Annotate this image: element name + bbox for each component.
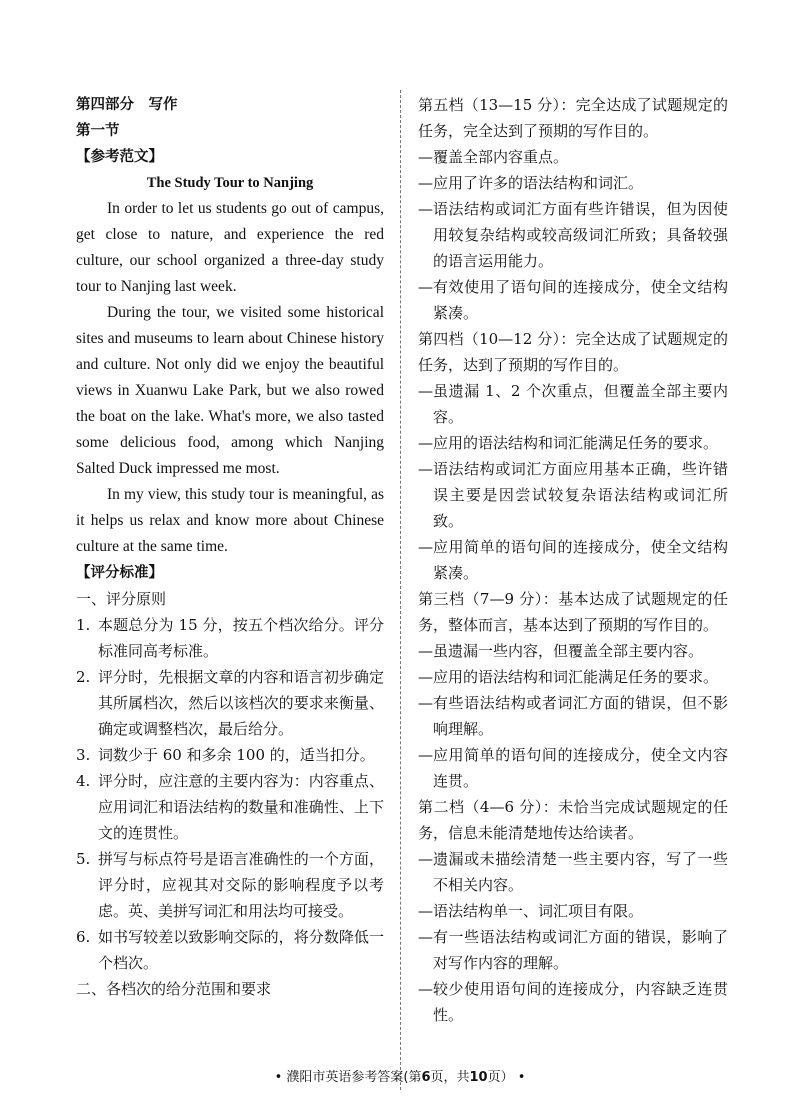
essay-paragraph-2: During the tour, we visited some historical sites and museums to learn about Chinese history and culture. Not only did we enjoy the beautiful views in Xuanwu Lake Park, but we also rowed the boat on the lake. What's more, we also tasted some delicious food, among which Nanjing Salted Duck impressed me most. xyxy=(76,304,384,477)
right-column xyxy=(418,92,728,1028)
criterion-text: 应用的语法结构和词汇能满足任务的要求。 xyxy=(433,668,719,686)
criterion-text: 语法结构或词汇方面应用基本正确，些许错误主要是因尝试较复杂语法结构或词汇所致。 xyxy=(433,460,728,530)
level-criterion xyxy=(418,456,728,534)
level-criterion xyxy=(418,846,728,898)
principle-item xyxy=(76,768,384,846)
principle-number: 3. xyxy=(76,746,91,764)
column-divider xyxy=(400,90,401,1090)
level-criterion xyxy=(418,924,728,976)
level-title: 第三档（7—9 分）：基本达成了试题规定的任务，整体而言，基本达到了预期的写作目的。 xyxy=(418,590,728,634)
principle-text: 词数少于 60 和多余 100 的，适当扣分。 xyxy=(98,746,375,764)
criterion-text: 语法结构或词汇方面有些许错误，但为因使用较复杂结构或较高级词汇所致；具备较强的语言运用能力。 xyxy=(433,200,728,270)
level-title: 第四档（10—12 分）：完全达成了试题规定的任务，达到了预期的写作目的。 xyxy=(418,330,728,374)
principle-item xyxy=(76,924,384,976)
level-criterion xyxy=(418,898,728,924)
level-criterion xyxy=(418,534,728,586)
criterion-text: 应用简单的语句间的连接成分，使全文结构紧凑。 xyxy=(433,538,728,582)
level-criterion xyxy=(418,274,728,326)
criterion-text: 虽遗漏一些内容，但覆盖全部主要内容。 xyxy=(433,642,704,660)
principle-item xyxy=(76,664,384,742)
footer-bullet: • xyxy=(517,1070,526,1085)
level-title: 第二档（4—6 分）：未恰当完成试题规定的任务，信息未能清楚地传达给读者。 xyxy=(418,798,728,842)
dash-mark: — xyxy=(418,746,433,764)
criterion-text: 应用的语法结构和词汇能满足任务的要求。 xyxy=(433,434,719,452)
dash-mark: — xyxy=(418,928,433,946)
principle-text: 拼写与标点符号是语言准确性的一个方面，评分时，应视其对交际的影响程度予以考虑。英、美拼写词汇和用法均可接受。 xyxy=(98,850,384,920)
section-heading: 第一节 xyxy=(76,123,120,139)
footer-middle: 页，共 xyxy=(430,1070,470,1085)
principle-item xyxy=(76,742,384,768)
level-criterion xyxy=(418,742,728,794)
levels-heading: 二、各档次的给分范围和要求 xyxy=(76,980,272,998)
level-criterion xyxy=(418,144,728,170)
dash-mark: — xyxy=(418,850,433,868)
level-criterion xyxy=(418,196,728,274)
criterion-text: 有一些语法结构或词汇方面的错误，影响了对写作内容的理解。 xyxy=(433,928,728,972)
principle-number: 1. xyxy=(76,616,91,634)
level-criterion xyxy=(418,976,728,1028)
essay-title: The Study Tour to Nanjing xyxy=(146,175,314,191)
dash-mark: — xyxy=(418,174,433,192)
criterion-text: 有效使用了语句间的连接成分，使全文结构紧凑。 xyxy=(433,278,728,322)
level-criterion xyxy=(418,638,728,664)
criteria-heading: 【评分标准】 xyxy=(76,565,163,581)
principle-number: 6. xyxy=(76,928,91,946)
level-criterion xyxy=(418,690,728,742)
dash-mark: — xyxy=(418,980,433,998)
principle-item xyxy=(76,612,384,664)
dash-mark: — xyxy=(418,538,433,556)
principle-text: 评分时，先根据文章的内容和语言初步确定其所属档次，然后以该档次的要求来衡量、确定或调整档次，最后给分。 xyxy=(98,668,384,738)
footer-suffix: 页） xyxy=(487,1070,514,1085)
dash-mark: — xyxy=(418,460,433,478)
principle-number: 2. xyxy=(76,668,91,686)
sample-essay-heading: 【参考范文】 xyxy=(76,149,163,165)
criterion-text: 应用了许多的语法结构和词汇。 xyxy=(433,174,644,192)
principle-text: 本题总分为 15 分，按五个档次给分。评分标准同高考标准。 xyxy=(98,616,384,660)
level-title: 第五档（13—15 分）：完全达成了试题规定的任务，完全达到了预期的写作目的。 xyxy=(418,96,728,140)
footer-page-number: 6 xyxy=(421,1070,431,1085)
dash-mark: — xyxy=(418,382,433,400)
dash-mark: — xyxy=(418,668,433,686)
dash-mark: — xyxy=(418,434,433,452)
dash-mark: — xyxy=(418,694,433,712)
level-criterion xyxy=(418,170,728,196)
essay-paragraph-1: In order to let us students go out of campus, get close to nature, and experience the red culture, our school organized a three-day study tour to Nanjing last week. xyxy=(76,200,384,295)
level-criterion xyxy=(418,664,728,690)
level-criterion xyxy=(418,430,728,456)
dash-mark: — xyxy=(418,278,433,296)
principle-number: 5. xyxy=(76,850,91,868)
essay-paragraph-3: In my view, this study tour is meaningful, as it helps us relax and know more about Chinese culture at the same time. xyxy=(76,486,384,555)
page-footer xyxy=(0,1066,800,1085)
criterion-text: 遗漏或未描绘清楚一些主要内容，写了一些不相关内容。 xyxy=(433,850,728,894)
criterion-text: 应用简单的语句间的连接成分，使全文内容连贯。 xyxy=(433,746,728,790)
criterion-text: 虽遗漏 1、2 个次重点，但覆盖全部主要内容。 xyxy=(433,382,728,426)
dash-mark: — xyxy=(418,902,433,920)
principles-heading: 一、评分原则 xyxy=(76,590,167,608)
criterion-text: 覆盖全部内容重点。 xyxy=(433,148,569,166)
criterion-text: 语法结构单一、词汇项目有限。 xyxy=(433,902,644,920)
principle-text: 评分时，应注意的主要内容为：内容重点、应用词汇和语法结构的数量和准确性、上下文的连贯性。 xyxy=(98,772,384,842)
part-heading: 第四部分 写作 xyxy=(76,97,178,113)
criterion-text: 有些语法结构或者词汇方面的错误，但不影响理解。 xyxy=(433,694,728,738)
footer-total-pages: 10 xyxy=(469,1070,488,1085)
footer-bullet: • xyxy=(274,1070,283,1085)
principle-number: 4. xyxy=(76,772,91,790)
dash-mark: — xyxy=(418,200,433,218)
left-column xyxy=(76,92,384,1002)
dash-mark: — xyxy=(418,642,433,660)
principle-item xyxy=(76,846,384,924)
footer-prefix: 濮阳市英语参考答案(第 xyxy=(286,1070,422,1085)
principle-text: 如书写较差以致影响交际的，将分数降低一个档次。 xyxy=(98,928,384,972)
level-criterion xyxy=(418,378,728,430)
criterion-text: 较少使用语句间的连接成分，内容缺乏连贯性。 xyxy=(433,980,728,1024)
dash-mark: — xyxy=(418,148,433,166)
